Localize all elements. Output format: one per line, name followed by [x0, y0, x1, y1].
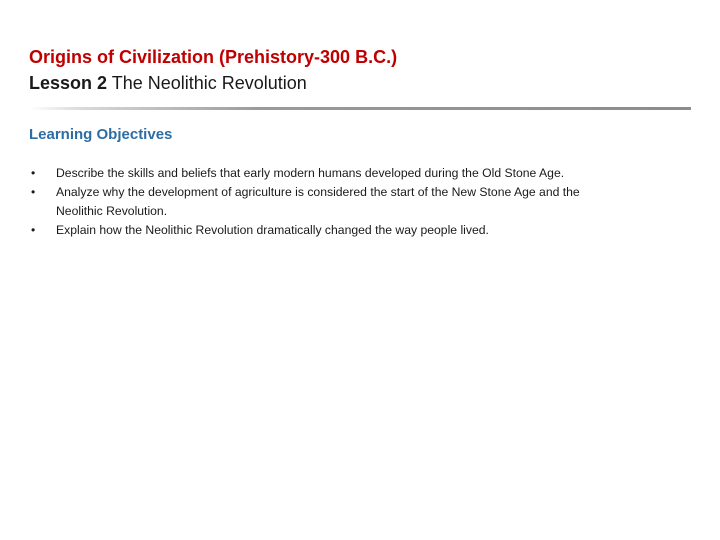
objective-item — [29, 183, 629, 221]
course-title: Origins of Civilization (Prehistory-300 B.C.) — [29, 47, 398, 67]
section-heading: Learning Objectives — [29, 126, 173, 143]
objective-text: Describe the skills and beliefs that early modern humans developed during the Old Stone Age. — [56, 166, 565, 180]
title-divider — [29, 107, 691, 110]
lesson-label: Lesson 2 — [29, 73, 108, 93]
objective-text: Explain how the Neolithic Revolution dramatically changed the way people lived. — [56, 223, 489, 237]
bullet-icon: • — [31, 185, 36, 199]
objective-item — [29, 164, 629, 183]
bullet-icon: • — [31, 223, 36, 237]
objective-text: Analyze why the development of agriculture is considered the start of the New Stone Age and the Neolithic Revolution. — [56, 185, 580, 218]
lesson-title: The Neolithic Revolution — [111, 73, 307, 93]
objectives-list — [29, 164, 629, 240]
objective-item — [29, 221, 629, 240]
bullet-icon: • — [31, 166, 36, 180]
lesson-heading — [29, 70, 689, 96]
slide-title — [29, 44, 689, 96]
